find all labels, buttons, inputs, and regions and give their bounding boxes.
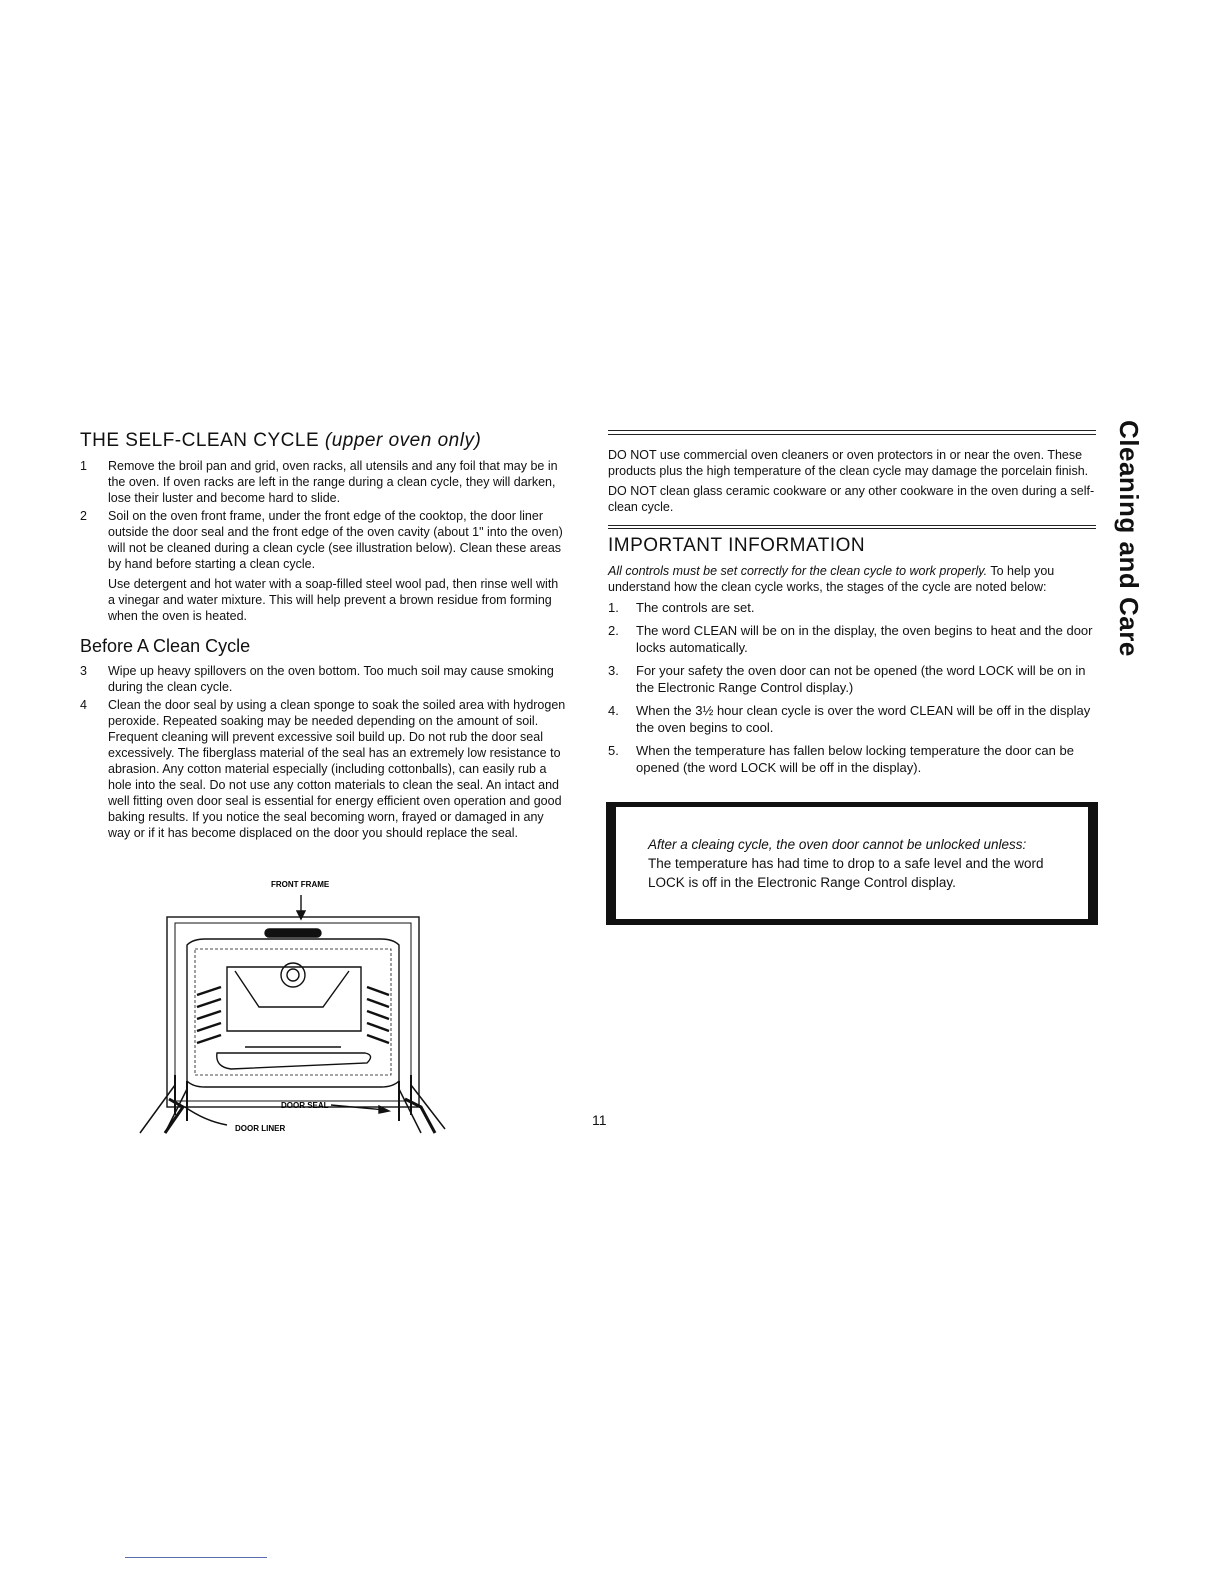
unlock-notice-box (606, 802, 1098, 925)
list-item (608, 742, 1096, 776)
step-number: 1. (608, 600, 619, 615)
list-item (80, 508, 568, 572)
step-number: 4. (608, 703, 619, 718)
notice-line-2: The temperature has had time to drop to a safe level and the word LOCK is off in the Electronic Range Control display. (648, 856, 1044, 890)
list-item (608, 702, 1096, 736)
step-text: Wipe up heavy spillovers on the oven bottom. Too much soil may cause smoking during the clean cycle. (108, 664, 554, 694)
step-text: When the 3½ hour clean cycle is over the word CLEAN will be off in the display the oven begins to cool. (636, 703, 1091, 735)
warning-text: clean glass ceramic cookware or any other cookware in the oven during a self-clean cycle. (608, 484, 1095, 514)
step-text: When the temperature has fallen below locking temperature the door can be opened (the word LOCK will be off in the display). (636, 743, 1074, 775)
self-clean-steps (80, 458, 568, 572)
important-information-heading: IMPORTANT INFORMATION (608, 535, 866, 556)
notice-line-1: After a cleaing cycle, the oven door cannot be unlocked unless: (648, 837, 1027, 852)
warning-lead: DO NOT (608, 484, 657, 498)
front-frame-shape (167, 917, 419, 1107)
step-number: 1 (80, 459, 87, 473)
oven-diagram (135, 875, 455, 1140)
list-item (608, 599, 1096, 616)
divider (608, 525, 1096, 529)
before-clean-heading: Before A Clean Cycle (80, 636, 251, 656)
important-intro-rest: To help you understand how the clean cycle works, the stages of the cycle are noted below: (608, 564, 1055, 594)
front-frame-label: FRONT FRAME (271, 880, 330, 889)
warning-text: use commercial oven cleaners or oven protectors in or near the oven. These products plus the high temperature of the clean cycle may damage the porcelain finish. (608, 448, 1089, 478)
divider (608, 430, 1096, 435)
list-item (80, 458, 568, 506)
step-text: Clean the door seal by using a clean sponge to soak the soiled area with hydrogen peroxide. Repeated soaking may be needed depending on the amount of soil. Frequent cleaning will prevent excessive soil build up. Do not rub the door seal excessively. The fiberglass material of the seal has an extremely low resistance to abrasion. Any cotton material especially (including cottonballs), can easily rub a hole into the seal. Do not use any cotton materials to clean the seal. An intact and well fitting oven door seal is essential for energy efficient oven operation and good baking results. If you notice the seal becoming worn, frayed or damaged in any way or if it has become displaced on the door you should replace the seal. (108, 698, 566, 840)
warning-glass-cookware (608, 483, 1096, 515)
warning-commercial-cleaners (608, 447, 1096, 479)
right-column (608, 430, 1096, 782)
side-tab-label: Cleaning and Care (1114, 420, 1144, 657)
list-item (608, 622, 1096, 656)
section-heading-self-clean (80, 430, 568, 452)
warning-lead: DO NOT (608, 448, 657, 462)
step-number: 5. (608, 743, 619, 758)
list-item (608, 662, 1096, 696)
important-intro-emphasis: All controls must be set correctly for the clean cycle to work properly. (608, 564, 988, 578)
list-item (80, 663, 568, 695)
step-number: 3 (80, 664, 87, 678)
clean-cycle-stages (608, 599, 1096, 776)
step-number: 2. (608, 623, 619, 638)
heading-main: THE SELF-CLEAN CYCLE (80, 430, 320, 451)
door-seal-label: DOOR SEAL (281, 1101, 329, 1110)
detergent-paragraph: Use detergent and hot water with a soap-filled steel wool pad, then rinse well with a vinegar and water mixture. This will help prevent a brown residue from forming when the oven is heated. (108, 577, 559, 623)
step-text: The controls are set. (636, 600, 755, 615)
step-text: Remove the broil pan and grid, oven racks, all utensils and any foil that may be in the oven. If oven racks are left in the range during a clean cycle, they will darken, lose their luster and become hard to slide. (108, 459, 558, 505)
footer-rule (125, 1557, 267, 1558)
step-number: 3. (608, 663, 619, 678)
oven-illustration (135, 875, 455, 1140)
heading-qualifier: (upper oven only) (324, 430, 482, 451)
step-text: For your safety the oven door can not be opened (the word LOCK will be on in the Electronic Range Control display.) (636, 663, 1086, 695)
before-clean-steps (80, 663, 568, 841)
step-text: Soil on the oven front frame, under the front edge of the cooktop, the door liner outside the door seal and the front edge of the oven cavity (about 1" into the oven) will not be cleaned during a clean cycle (see illustration below). Clean these areas by hand before starting a clean cycle. (108, 509, 563, 571)
page-number: 11 (592, 1112, 607, 1128)
left-column (80, 430, 568, 843)
step-number: 4 (80, 698, 87, 712)
step-number: 2 (80, 509, 87, 523)
door-liner-label: DOOR LINER (235, 1124, 286, 1133)
step-text: The word CLEAN will be on in the display, the oven begins to heat and the door locks automatically. (636, 623, 1093, 655)
important-intro (608, 563, 1096, 595)
list-item (80, 697, 568, 841)
section-side-tab (1114, 420, 1164, 700)
